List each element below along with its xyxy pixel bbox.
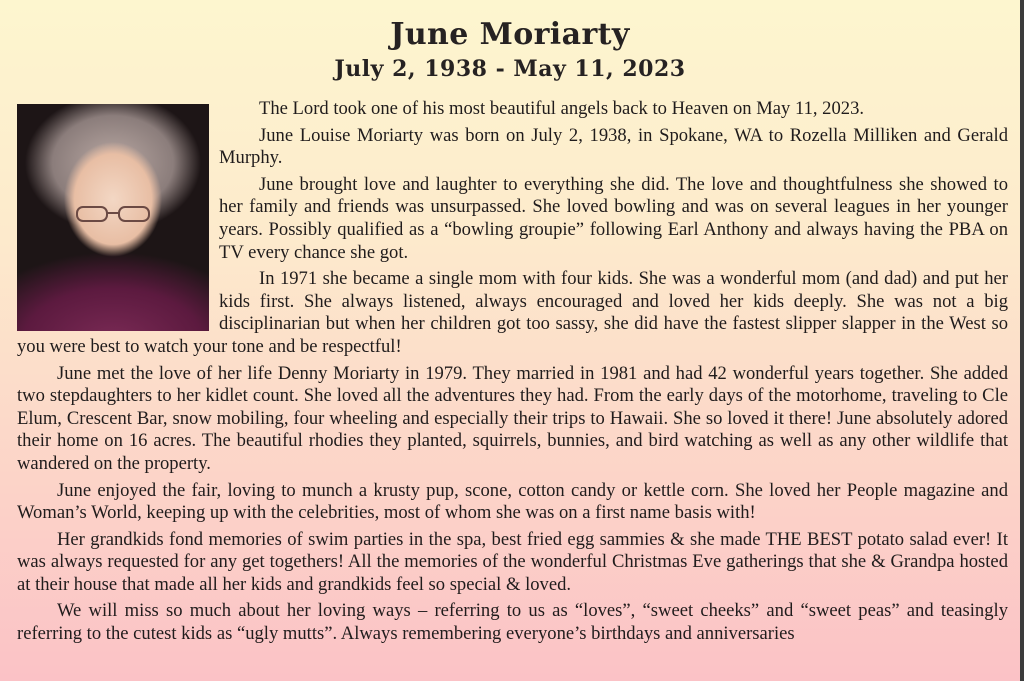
deceased-name: June Moriarty [390,17,630,52]
life-dates: July 2, 1938 - May 11, 2023 [334,56,686,82]
paragraph: In 1971 she became a single mom with four kids. She was a wonderful mom (and dad) and put her kids first. She always listened, always encouraged and loved her kids deeply. She was not a big disciplinarian but when her children got too sassy, she did have the fastest slipper slapper in the West so you were best to watch your tone and be respectful! [17,268,1008,357]
portrait-photo [17,104,209,334]
portrait-image [17,104,209,331]
paragraph: Her grandkids fond memories of swim parties in the spa, best fried egg sammies & she made THE BEST potato salad ever! It was always requested for any get togethers! All the memories of the wonderful Christmas Eve gatherings that she & Grandpa hosted at their house that made all her kids and grandkids feel so special & loved. [17,528,1008,595]
paragraph: We will miss so much about her loving ways – referring to us as “loves”, “sweet cheeks” and “sweet peas” and teasingly referring to the cutest kids as “ugly mutts”. Always remembering everyone’s birthdays and anniversaries [17,600,1008,645]
paragraph: June met the love of her life Denny Moriarty in 1979. They married in 1981 and had 42 wonderful years together. She added two stepdaughters to her kidlet count. She loved all the adventures they had. From the early days of the motorhome, traveling to Cle Elum, Crescent Bar, snow mobiling, four wheeling and especially their trips to Hawaii. She so loved it there! June absolutely adored their home on 16 acres. The beautiful rhodies they planted, squirrels, bunnies, and bird watching as well as any other wildlife that wandered on the property. [17,362,1008,474]
page-edge-border [1020,0,1024,681]
paragraph: The Lord took one of his most beautiful angels back to Heaven on May 11, 2023. [259,98,865,119]
paragraph: June Louise Moriarty was born on July 2, 1938, in Spokane, WA to Rozella Milliken and Gerald Murphy. [219,124,1008,169]
obituary-header [0,16,1020,84]
paragraph: June enjoyed the fair, loving to munch a krusty pup, scone, cotton candy or kettle corn. She loved her People magazine and Woman’s World, keeping up with the celebrities, most of whom she was on a first name basis with! [17,479,1008,524]
glasses-icon [73,204,153,224]
paragraph: June brought love and laughter to everything she did. The love and thoughtfulness she showed to her family and friends was unsurpassed. She loved bowling and was on several leagues in her younger years. Possibly qualified as a “bowling groupie” following Earl Anthony and always having the PBA on TV every chance she got. [219,173,1008,263]
obituary-body [17,98,1008,650]
